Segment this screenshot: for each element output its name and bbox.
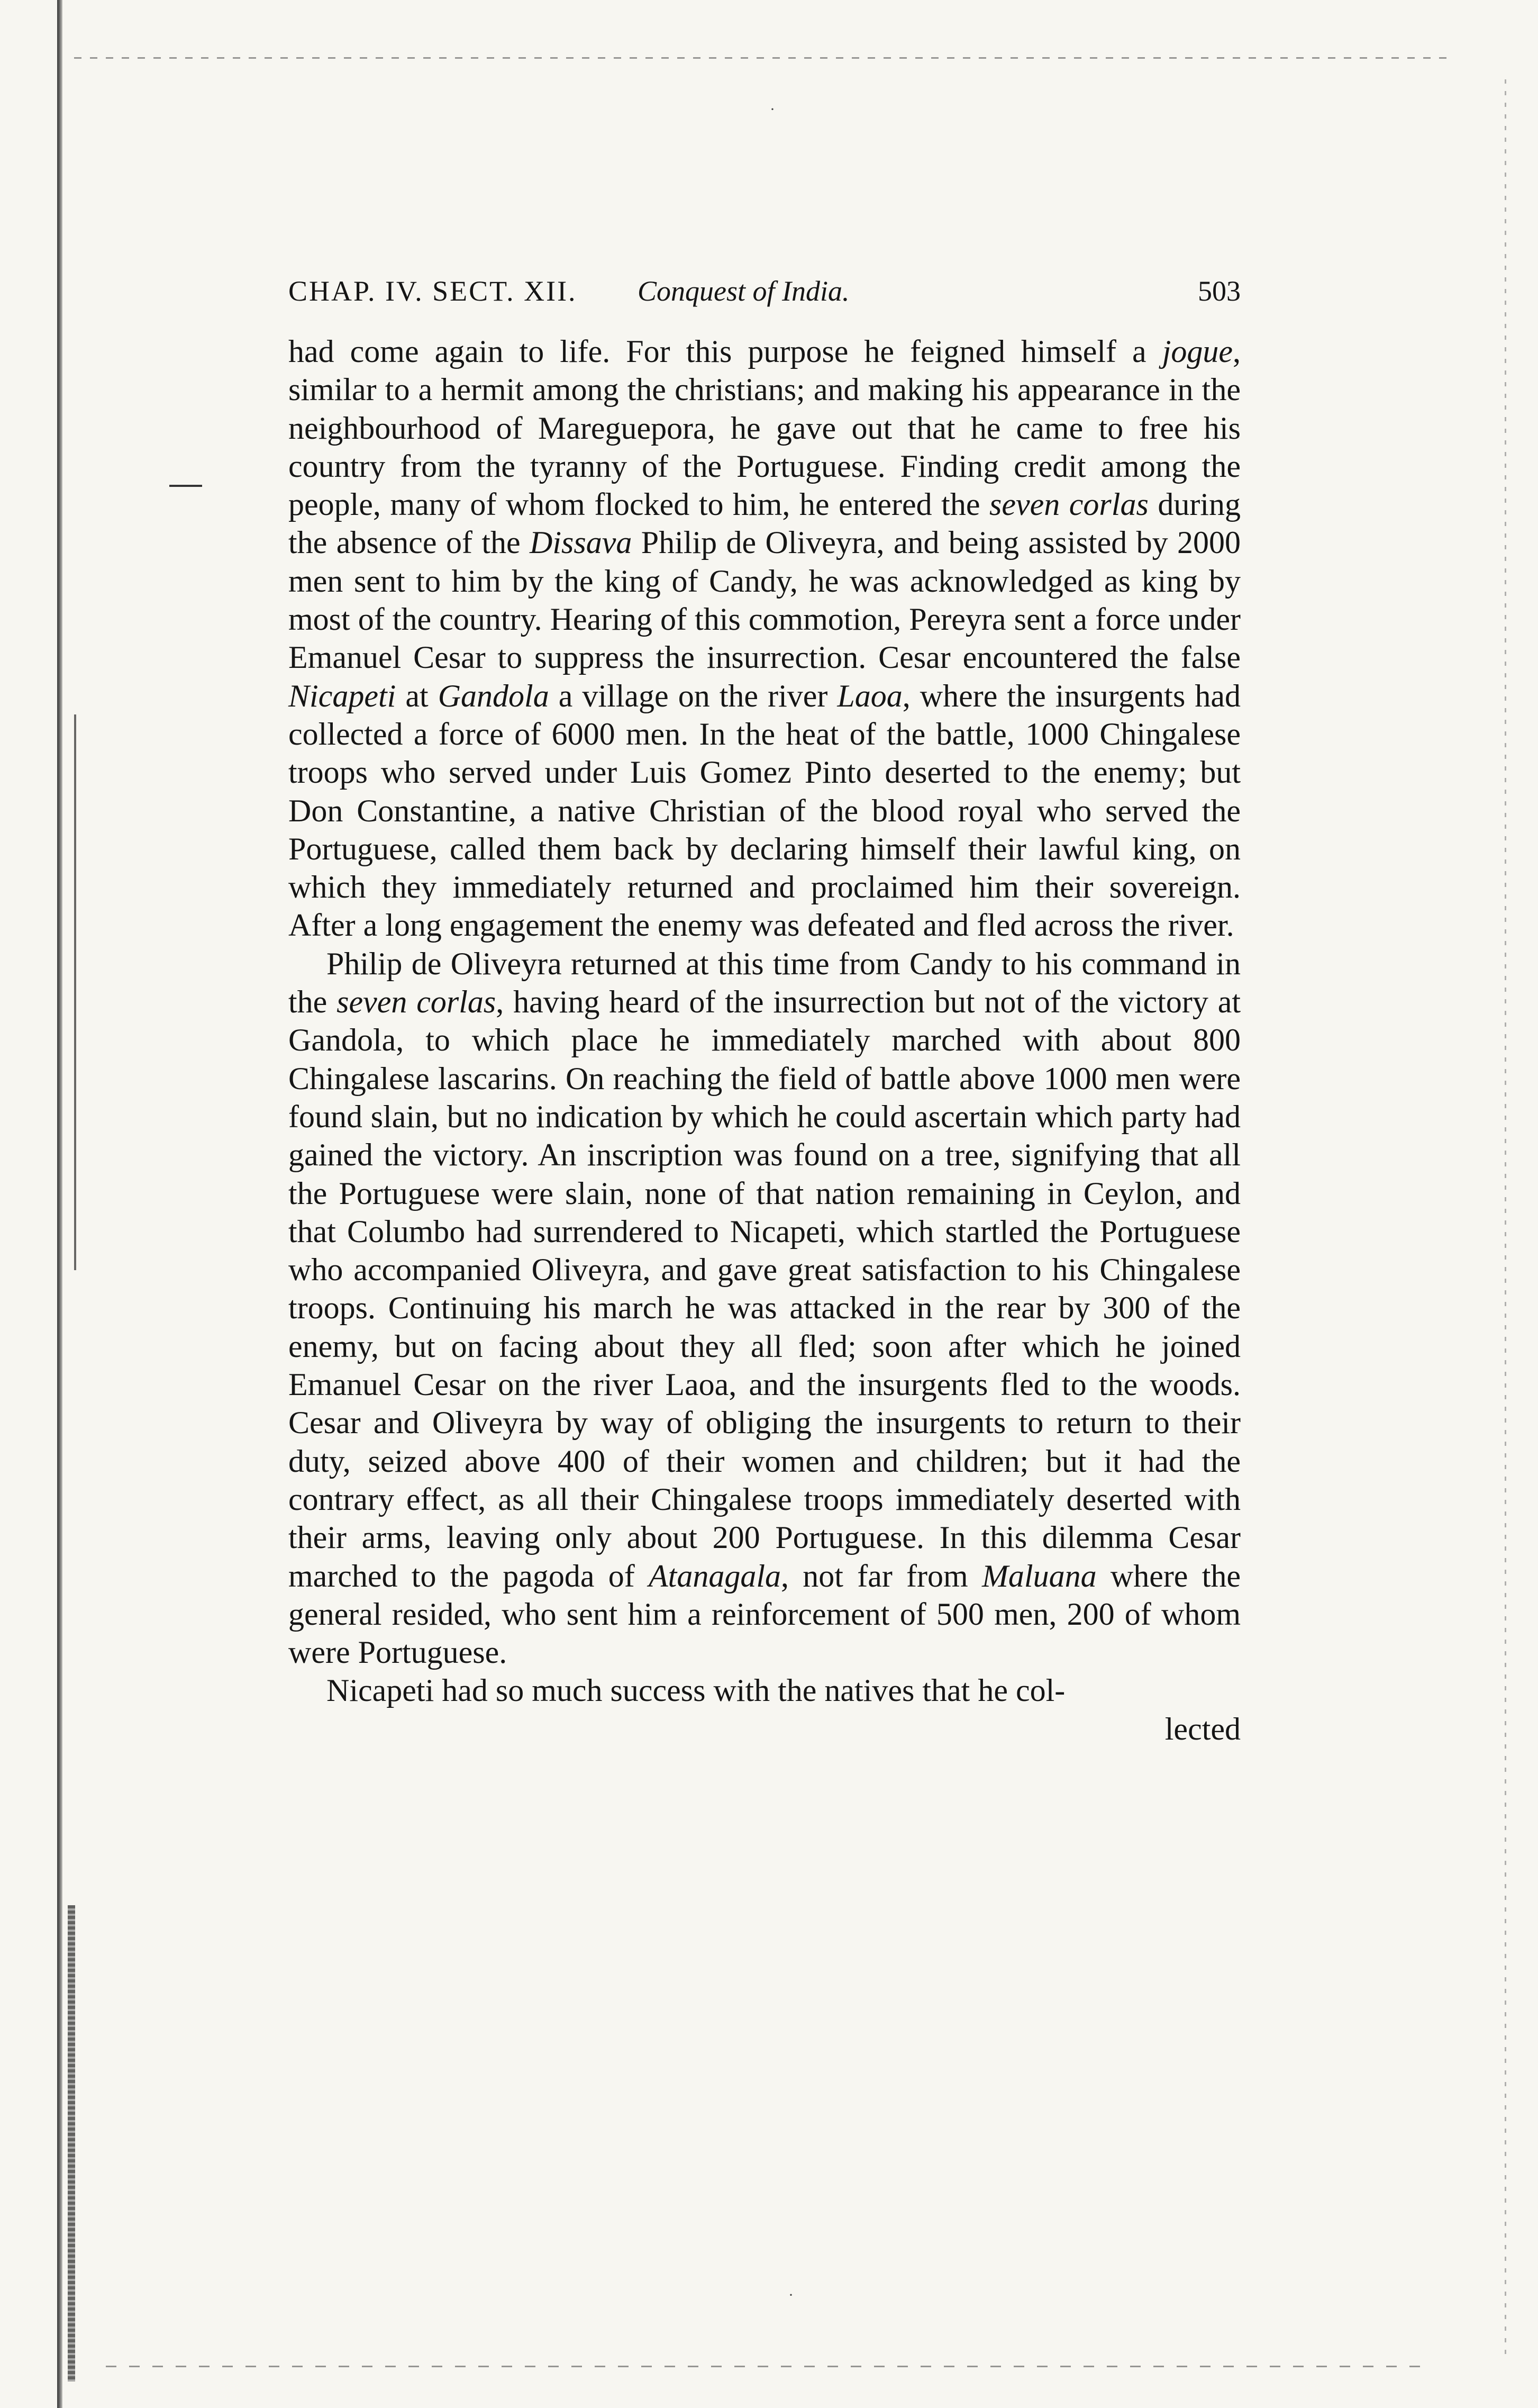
text-run: , similar to a hermit among the christians; and making his appearance in the neighbourhood of Mareguepora, he gave out that he came to free his country from the tyranny of the Portuguese. Finding credit among the people, many of whom flocked to him, he entered the	[288, 334, 1241, 522]
italic-text: Atanagala	[649, 1558, 781, 1594]
text-run: , not far from	[781, 1558, 982, 1594]
text-run: , having heard of the insurrection but not of the victory at Gandola, to which place he immediately marched with about 800 Chingalese lascarins. On reaching the field of battle above 1000 men were found slain, but no indication by which he could ascertain which party had gained the victory. An inscription was found on a tree, signifying that all the Portuguese were slain, none of that nation remaining in Ceylon, and that Columbo had surrendered to Nicapeti, which startled the Portuguese who accompanied Oliveyra, and gave great satisfaction to his Chingalese troops. Continuing his march he was attacked in the rear by 300 of the enemy, but on facing about they all fled; soon after which he joined Emanuel Cesar on the river Laoa, and the insurgents fled to the woods. Cesar and Oliveyra by way of obliging the insurgents to return to their duty, seized above 400 of their women and children; but it had the contrary effect, as all their Chingalese troops immediately deserted with their arms, leaving only about 200 Portuguese. In this dilemma Cesar marched to the pagoda of	[288, 984, 1241, 1594]
running-head	[288, 270, 1241, 312]
paragraph	[288, 945, 1241, 1672]
text-run: a village on the river	[549, 678, 838, 713]
body-text	[288, 332, 1241, 1710]
catchword: lected	[1164, 1711, 1241, 1746]
text-run: Philip de Oliveyra returned at this time from Candy to his command in the	[288, 946, 1241, 1020]
text-run: where the general resided, who sent him a reinforcement of 500 men, 200 of whom were Portuguese.	[288, 1558, 1241, 1670]
scan-margin-texture	[68, 1905, 75, 2382]
text-run: , where the insurgents had collected a force of 6000 men. In the heat of the battle, 1000 Chingalese troops who served under Luis Gomez Pinto deserted to the enemy; but Don Constantine, a native Christian of the blood royal who served the Portuguese, called them back by declaring himself their lawful king, on which they immediately returned and proclaimed him their sovereign. After a long engagement the enemy was defeated and fled across the river.	[288, 678, 1241, 943]
text-run: during the absence of the	[288, 487, 1241, 560]
scan-right-edge	[1505, 79, 1506, 2355]
margin-mark	[169, 485, 202, 487]
scan-speck: ·	[788, 2286, 794, 2304]
italic-text: seven corlas	[989, 487, 1149, 522]
italic-text: Laoa	[837, 678, 903, 713]
text-run: at	[396, 678, 438, 713]
book-page	[288, 270, 1241, 1748]
italic-text: jogue	[1162, 334, 1233, 369]
scan-bottom-edge	[106, 2366, 1428, 2367]
paragraph	[288, 332, 1241, 945]
text-run: Philip de Oliveyra, and being assisted by 2000 men sent to him by the king of Candy, he was acknowledged as king by most of the country. Hearing of this commotion, Pereyra sent a force under Emanuel Cesar to suppress the insurrection. Cesar encountered the false	[288, 525, 1241, 675]
text-run: Nicapeti had so much success with the natives that he col-	[326, 1673, 1066, 1708]
italic-text: Gandola	[438, 678, 549, 713]
scan-margin-line	[74, 714, 76, 1270]
chapter-section-label: CHAP. IV. SECT. XII.	[288, 275, 577, 307]
paragraph	[288, 1671, 1241, 1709]
italic-text: seven corlas	[336, 984, 496, 1020]
scan-binding-edge	[57, 0, 62, 2408]
running-title: Conquest of India.	[638, 275, 850, 307]
italic-text: Maluana	[981, 1558, 1097, 1594]
scan-speck: ·	[770, 101, 775, 118]
scan-top-edge	[74, 57, 1450, 59]
italic-text: Dissava	[530, 525, 632, 560]
page-number: 503	[1198, 275, 1241, 307]
text-run: had come again to life. For this purpose he feigned himself a	[288, 334, 1162, 369]
italic-text: Nicapeti	[288, 678, 396, 713]
